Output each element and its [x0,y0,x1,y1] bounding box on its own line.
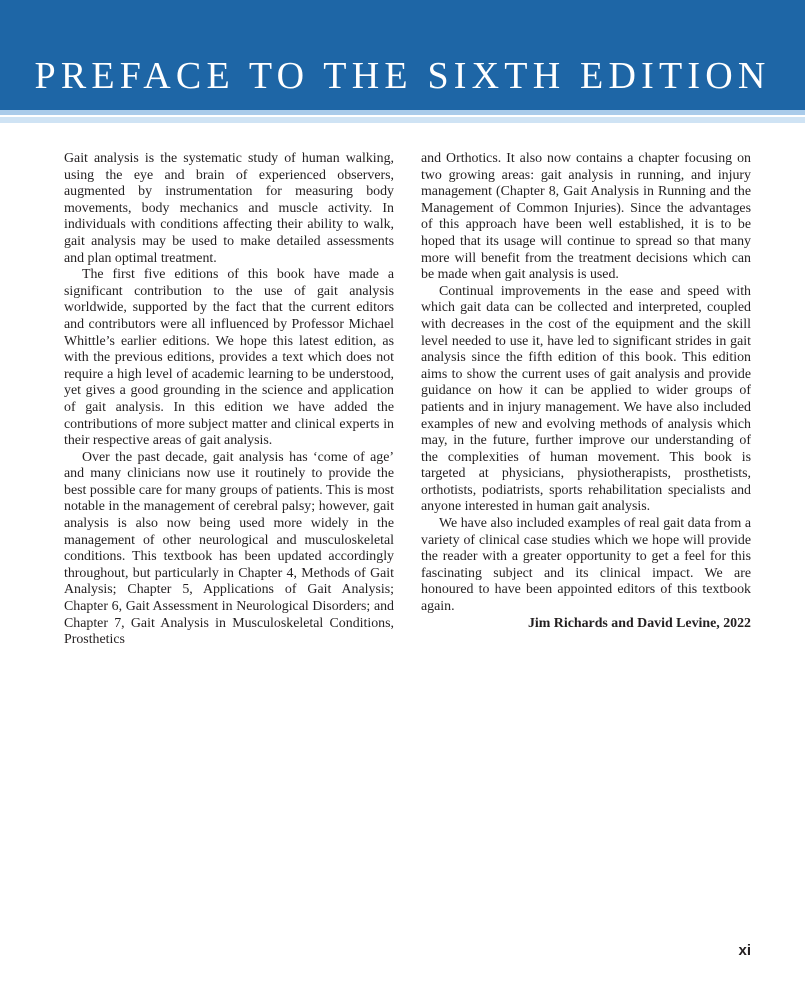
right-text-column [421,151,751,632]
editors-signature: Jim Richards and David Levine, 2022 [527,615,751,631]
paragraph: The first five editions of this book have made a significant contribution to the use of gait analysis worldwide, supported by the fact that the current editors and contributors were all influenced by Professor Michael Whittle’s earlier editions. We hope this latest edition, as with the previous editions, provides a text which does not require a high level of academic learning to be understood, yet gives a good grounding in the science and application of gait analysis. In this edition we have added the contributions of more subject matter and clinical experts in their respective areas of gait analysis. [64,267,394,449]
paragraph: We have also included examples of real gait data from a variety of clinical case studies which we hope will provide the reader with a greater opportunity to get a feel for this fascinating subject and its clinical impact. We are honoured to have been appointed editors of this textbook again. [421,516,751,615]
paragraph: Continual improvements in the ease and speed with which gait data can be collected and interpreted, coupled with decreases in the cost of the equipment and the skill level needed to use it, have led to significant strides in gait analysis since the fifth edition of this book. This edition aims to show the current uses of gait analysis and provide guidance on how it can be applied to wider groups of patients and in injury management. We have also included examples of new and evolving methods of analysis which may, in the future, further improve our understanding of the complexities of human movement. This book is targeted at physicians, physiotherapists, prosthetists, orthotists, podiatrists, sports rehabilitation specialists and anyone interested in human gait analysis. [421,283,751,515]
paragraph: Over the past decade, gait analysis has ‘come of age’ and many clinicians now use it routinely to provide the best possible care for many groups of patients. This is most notable in the management of cerebral palsy; however, gait analysis is also now being used more widely in the management of other neurological and musculoskeletal conditions. This textbook has been updated accordingly throughout, but particularly in Chapter 4, Methods of Gait Analysis; Chapter 5, Applications of Gait Analysis; Chapter 6, Gait Assessment in Neurological Disorders; and Chapter 7, Gait Analysis in Musculoskeletal Conditions, Prosthetics [64,449,394,648]
left-text-column [64,151,394,649]
paragraph: and Orthotics. It also now contains a chapter focusing on two growing areas: gait analysis in running, and injury management (Chapter 8, Gait Analysis in Running and the Management of Common Injuries). Since the advantages of this approach have been well established, it is to be hoped that its usage will continue to spread so that many more will benefit from the treatment decisions which can be made when gait analysis is used. [421,151,751,283]
header-banner [0,0,805,110]
page-title: PREFACE TO THE SIXTH EDITION [34,55,771,97]
paragraph: Gait analysis is the systematic study of human walking, using the eye and brain of experienced observers, augmented by instrumentation for measuring body movements, body mechanics and muscle activity. In individuals with conditions affecting their ability to walk, gait analysis may be used to make detailed assessments and plan optimal treatment. [64,151,394,266]
header-rule-pale [0,117,805,123]
page-number: xi [738,942,751,959]
